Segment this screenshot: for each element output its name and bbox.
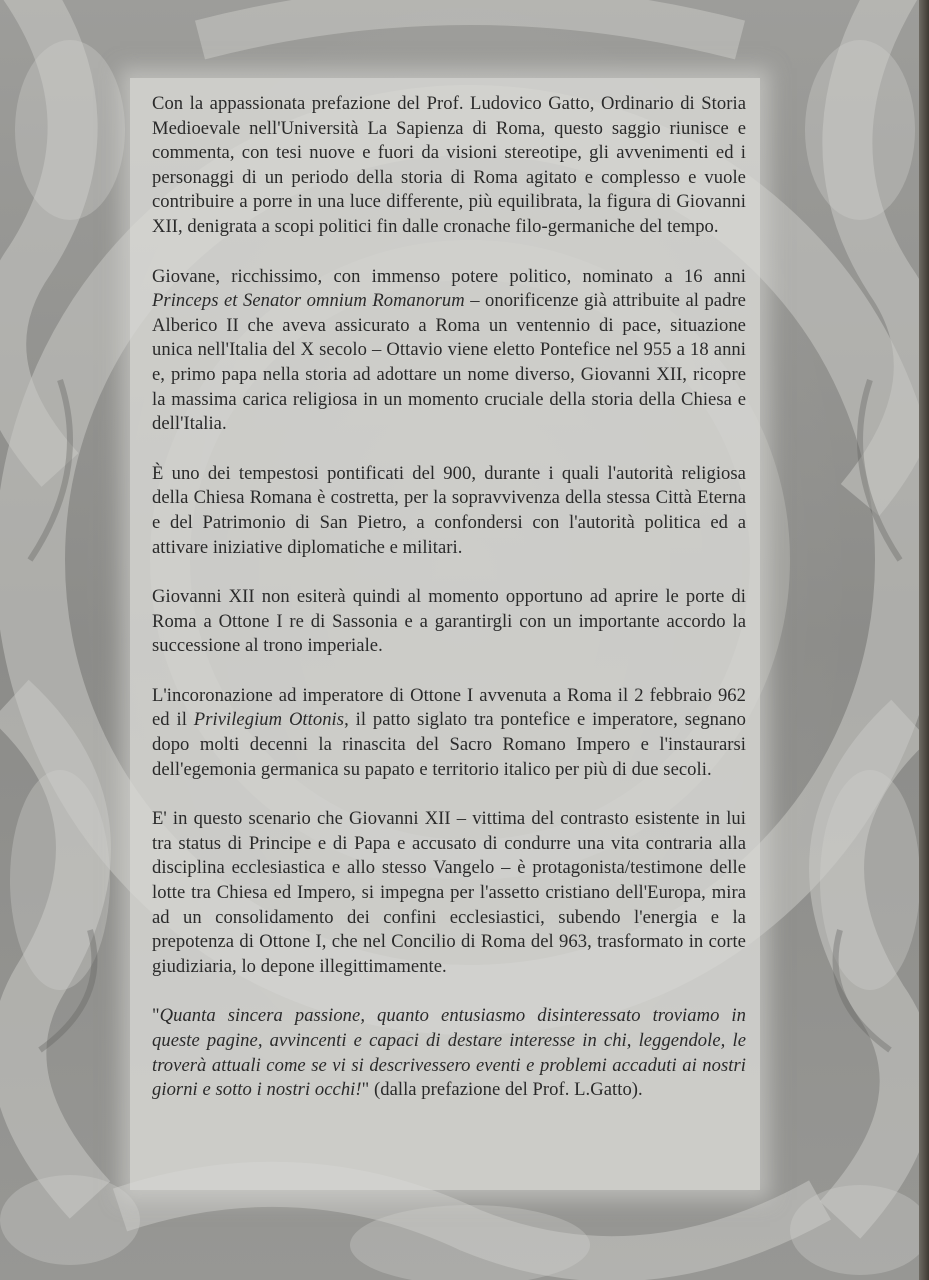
text-segment: L'incoronazione ad imperatore di Ottone I avvenuta a Roma il 2 febbraio 962 ed il bbox=[152, 684, 746, 731]
text-segment: È uno dei tempestosi pontificati del 900, durante i quali l'autorità religiosa della Chiesa Romana è costretta, per la sopravvivenza della stessa Città Eterna e del Patrimonio di San Pietro, a confondersi con l'autorità politica ed a attivare iniziative diplomatiche e militari. bbox=[152, 462, 746, 558]
paragraph bbox=[152, 585, 746, 659]
quote-attribution: " (dalla prefazione del Prof. L.Gatto). bbox=[361, 1079, 643, 1101]
italic-title: Privilegium Ottonis bbox=[193, 709, 345, 731]
quote-paragraph bbox=[152, 1004, 746, 1102]
paragraph bbox=[152, 92, 746, 240]
preface-quote: Quanta sincera passione, quanto entusiasmo disinteressato troviamo in queste pagine, avvincenti e capaci di destare interesse in chi, leggendole, le troverà attuali come se vi si descrivessero eventi e problemi accaduti ai nostri giorni e sotto i nostri occhi! bbox=[152, 1005, 746, 1101]
text-segment: Con la appassionata prefazione del Prof. Ludovico Gatto, Ordinario di Storia Medioevale nell'Università La Sapienza di Roma, questo saggio riunisce e commenta, con tesi nuove e fuori da visioni stereotipe, gli avvenimenti ed i personaggi di un periodo della storia di Roma agitato e complesso e vuole contribuire a porre in una luce differente, più equilibrata, la figura di Giovanni XII, denigrata a scopi politici fin dalle cronache filo-germaniche del tempo. bbox=[152, 93, 746, 237]
text-segment: – onorificenze già attribuite al padre Alberico II che aveva assicurato a Roma un ventennio di pace, situazione unica nell'Italia del X secolo – Ottavio viene eletto Pontefice nel 955 a 18 anni e, primo papa nella storia ad adottare un nome diverso, Giovanni XII, ricopre la massima carica religiosa in un momento cruciale della storia della Chiesa e dell'Italia. bbox=[152, 290, 746, 435]
text-segment: , il patto siglato tra pontefice e imperatore, segnano dopo molti decenni la rinascita del Sacro Romano Impero e l'instaurarsi dell'egemonia germanica su papato e territorio italico per più di due secoli. bbox=[152, 709, 747, 780]
text-segment: " bbox=[152, 1005, 160, 1027]
italic-title: Princeps et Senator omnium Romanorum bbox=[152, 290, 465, 312]
paragraph bbox=[152, 265, 746, 437]
paragraph bbox=[152, 462, 746, 560]
text-segment: Giovane, ricchissimo, con immenso potere politico, nominato a 16 anni bbox=[152, 265, 746, 287]
paragraph bbox=[152, 684, 746, 782]
text-segment: Giovanni XII non esiterà quindi al momento opportuno ad aprire le porte di Roma a Ottone I re di Sassonia e a garantirgli con un importante accordo la successione al trono imperiale. bbox=[152, 586, 746, 657]
paragraph bbox=[152, 807, 746, 979]
text-segment: E' in questo scenario che Giovanni XII – vittima del contrasto esistente in lui tra status di Principe e di Papa e accusato di condurre una vita contraria alla disciplina ecclesiastica e allo stesso Vangelo – è protagonista/testimone delle lotte tra Chiesa ed Impero, si impegna per l'assetto cristiano dell'Europa, mira ad un consolidamento dei confini ecclesiastici, subendo l'energia e la prepotenza di Ottone I, che nel Concilio di Roma del 963, trasformato in corte giudiziaria, lo depone illegittimamente. bbox=[152, 808, 746, 977]
blurb-text bbox=[152, 92, 746, 1103]
spine-edge bbox=[919, 0, 929, 1280]
